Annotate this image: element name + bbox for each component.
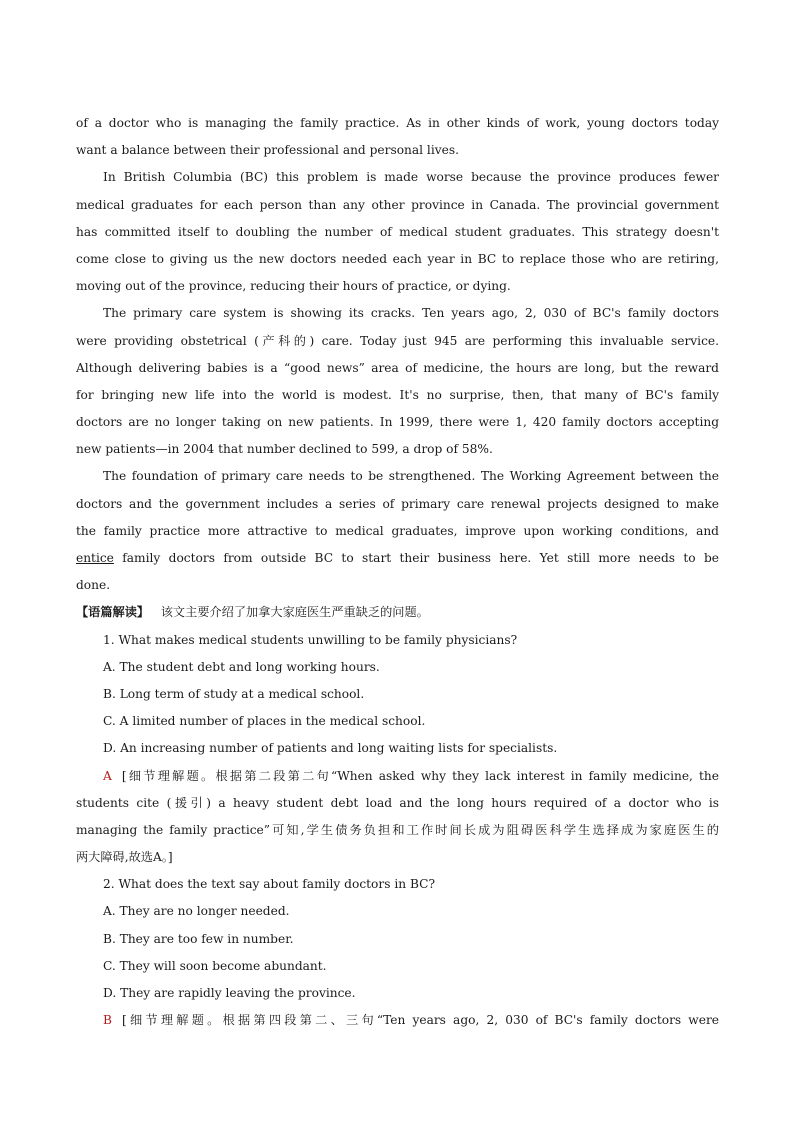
passage-line: for bringing new life into the world is modest. It's no surprise, then, that many of BC's family bbox=[76, 387, 719, 402]
explanation-text: [细节理解题。根据第二段第二句“When asked why they lack interest in family medicine, the bbox=[121, 768, 719, 783]
passage-line: new patients—in 2004 that number declined to 599, a drop of 58%. bbox=[76, 442, 493, 457]
passage-line: The foundation of primary care needs to be strengthened. The Working Agreement between the bbox=[103, 469, 719, 484]
option-b: B. Long term of study at a medical school. bbox=[103, 686, 365, 701]
option-d: D. An increasing number of patients and long waiting lists for specialists. bbox=[103, 741, 558, 756]
question-stem: 2. What does the text say about family doctors in BC? bbox=[103, 877, 435, 892]
passage-line: medical graduates for each person than any other province in Canada. The provincial government bbox=[76, 197, 719, 212]
passage-line: moving out of the province, reducing their hours of practice, or dying. bbox=[76, 279, 511, 294]
question-stem: 1. What makes medical students unwilling to be family physicians? bbox=[103, 632, 518, 647]
passage-line: were providing obstetrical (产科的) care. Today just 945 are performing this invaluable service. bbox=[76, 333, 719, 348]
answer-letter: B bbox=[103, 1013, 112, 1028]
passage-line: In British Columbia (BC) this problem is made worse because the province produces fewer bbox=[103, 170, 719, 185]
option-c: C. They will soon become abundant. bbox=[103, 958, 327, 973]
reading-summary bbox=[76, 599, 719, 626]
explanation-text: [细节理解题。根据第四段第二、三句“Ten years ago, 2, 030 of BC's family doctors were bbox=[121, 1013, 719, 1028]
explanation-line: managing the family practice”可知,学生债务负担和工作时间长成为阻碍医科学生选择成为家庭医生的 bbox=[76, 822, 719, 837]
reading-text: 该文主要介绍了加拿大家庭医生严重缺乏的问题。 bbox=[160, 605, 429, 620]
passage-text: family doctors from outside BC to start their business here. Yet still more needs to be bbox=[113, 551, 719, 565]
passage-line: Although delivering babies is a “good news” area of medicine, the hours are long, but the reward bbox=[76, 360, 719, 375]
option-c: C. A limited number of places in the medical school. bbox=[103, 714, 426, 729]
answer-letter: A bbox=[103, 768, 112, 783]
passage-line: has committed itself to doubling the number of medical student graduates. This strategy doesn't bbox=[76, 224, 719, 239]
passage-line: done. bbox=[76, 578, 111, 593]
explanation-line: 两大障碍,故选A。] bbox=[76, 850, 173, 865]
underlined-word: entice bbox=[76, 551, 114, 565]
option-a: A. The student debt and long working hours. bbox=[103, 659, 380, 674]
passage-line: come close to giving us the new doctors needed each year in BC to replace those who are retiring, bbox=[76, 251, 719, 266]
passage-line: The primary care system is showing its cracks. Ten years ago, 2, 030 of BC's family doctors bbox=[103, 306, 719, 321]
option-d: D. They are rapidly leaving the province. bbox=[103, 986, 356, 1000]
explanation-line bbox=[76, 763, 719, 790]
passage-line: doctors are no longer taking on new patients. In 1999, there were 1, 420 family doctors accepting bbox=[76, 415, 719, 430]
document-page bbox=[76, 110, 719, 1034]
explanation-line: students cite (援引) a heavy student debt load and the long hours required of a doctor who is bbox=[76, 795, 719, 810]
passage-line: doctors and the government includes a series of primary care renewal projects designed to make bbox=[76, 496, 719, 511]
option-a: A. They are no longer needed. bbox=[103, 904, 290, 919]
passage-line: of a doctor who is managing the family practice. As in other kinds of work, young doctors today bbox=[76, 116, 719, 130]
reading-tag: 【语篇解读】 bbox=[76, 605, 150, 620]
option-b: B. They are too few in number. bbox=[103, 931, 294, 946]
passage-line: want a balance between their professional and personal lives. bbox=[76, 143, 459, 158]
explanation-line bbox=[76, 1007, 719, 1034]
passage-line: the family practice more attractive to medical graduates, improve upon working conditions, and bbox=[76, 523, 719, 538]
passage-line bbox=[76, 545, 719, 572]
